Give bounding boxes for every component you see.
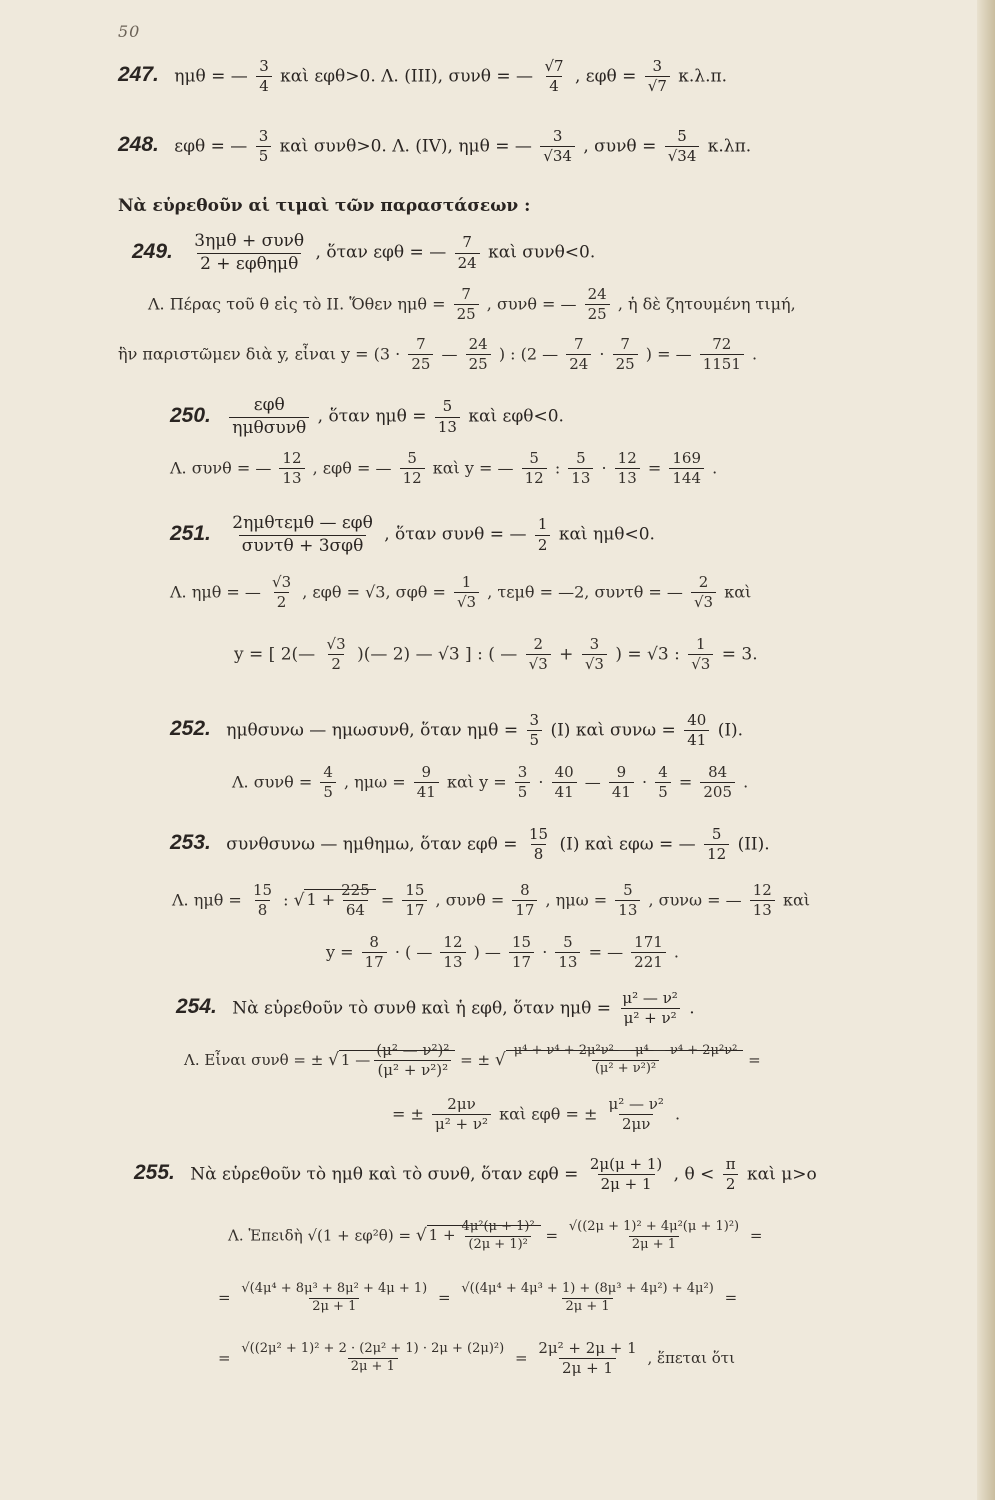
problem-247: 247. ημθ = — $\frac{3}{4}$ καὶ εφθ>0. Λ. (III), συνθ = — $\frac{√7}{4}$ , εφθ = $\frac{3}{√7}$ κ.λ.π. [118,57,728,96]
answer-255-line3: = $\frac{\text{√((2μ² + 1)² + 2 · (2μ² + 1) · 2μ + (2μ)²)}}{2\mu + 1}$ = $\frac{\text{2μ² + 2μ + 1}}{2\mu + 1}$ , ἕπεται ὅτι [218,1339,735,1378]
problem-254: 254. Νὰ εὑρεθοῦν τὸ συνθ καὶ ἡ εφθ, ὅταν ημθ = $\frac{\text{μ² — ν²}}{\text{μ² + ν²}}$ . [176,989,695,1028]
problem-number: 250. [170,403,211,427]
fraction: $\frac{3}{4}$ [256,58,272,96]
problem-number: 253. [170,831,211,855]
problem-number: 251. [170,521,211,545]
answer-254-line1: Λ. Εἶναι συνθ = ± √ 1 — $\frac{\text{(μ² — ν²)²}}{\text{(μ² + ν²)²}}$ = ± √ $\frac{\text{μ⁴ + ν⁴ + 2μ²ν² — μ⁴ — ν⁴ + 2μ²ν²}}{\text{(μ² + ν²)²}}$ = [184,1041,761,1080]
answer-251-line2: y = [ 2(— $\frac{√3}{2}$ )(— 2) — √3 ] : ( — $\frac{2}{√3}$ + $\frac{3}{√3}$ ) = √3 : $\frac{1}{√3}$ = 3. [234,635,758,674]
answer-249-line1: Λ. Πέρας τοῦ θ εἰς τὸ II. Ὅθεν ημθ = $\frac{7}{25}$ , συνθ = — $\frac{24}{25}$ , ἡ δὲ ζητουμένη τιμή, [148,285,796,324]
problem-253: 253. συνθσυνω — ημθημω, ὅταν εφθ = $\frac{15}{8}$ (I) καὶ εφω = — $\frac{5}{12}$ (II). [170,825,770,864]
fraction: $\frac{5}{13}$ [435,398,460,436]
answer-250: Λ. συνθ = — $\frac{12}{13}$ , εφθ = — $\frac{5}{12}$ καὶ y = — $\frac{5}{12}$ : $\frac{5}{13}$ · $\frac{12}{13}$ = $\frac{169}{144}$ . [170,449,718,488]
fraction: $\frac{\text{2ημθτεμθ — εφθ}}{\text{συντθ + 3σφθ}}$ [232,513,373,556]
problem-number: 249. [132,239,173,263]
page-edge [977,0,995,1500]
answer-253-line1: Λ. ημθ = $\frac{15}{8}$ : √ 1 + $\frac{225}{64}$ = $\frac{15}{17}$ , συνθ = $\frac{8}{17}$ , ημω = $\frac{5}{13}$ , συνω = — $\frac{12}{13}$ καὶ [172,881,811,920]
problem-number: 248. [118,133,159,157]
answer-255-line2: = $\frac{\text{√(4μ⁴ + 8μ³ + 8μ² + 4μ + 1)}}{2\mu + 1}$ = $\frac{\text{√((4μ⁴ + 4μ³ + 1) + (8μ³ + 4μ²) + 4μ²)}}{2\mu + 1}$ = [218,1281,738,1314]
fraction: $\frac{1}{2}$ [535,516,551,554]
fraction: $\frac{5}{√34}$ [665,128,700,166]
section-heading: Νὰ εὑρεθοῦν αἱ τιμαὶ τῶν παραστάσεων : [118,196,531,216]
problem-252: 252. ημθσυνω — ημωσυνθ, ὅταν ημθ = $\frac{3}{5}$ (I) καὶ συνω = $\frac{40}{41}$ (I). [170,711,744,750]
page-number: 50 [118,22,141,41]
fraction: $\frac{\pi}{2}$ [723,1156,739,1194]
problem-255: 255. Νὰ εὑρεθοῦν τὸ ημθ καὶ τὸ συνθ, ὅταν εφθ = $\frac{2\mu(\mu + 1)}{2\mu + 1}$ , θ < $\frac{\pi}{2}$ καὶ μ>o [134,1155,817,1194]
answer-255-line1: Λ. Ἐπειδὴ √(1 + εφ²θ) = √ 1 + $\frac{\text{4μ²(μ + 1)²}}{\text{(2μ + 1)²}}$ = $\frac{\text{√((2μ + 1)² + 4μ²(μ + 1)²)}}{2\mu + 1}$ = [228,1219,763,1252]
problem-number: 254. [176,995,217,1019]
fraction: $\frac{3}{√7}$ [645,58,670,96]
fraction: $\frac{3}{5}$ [527,712,543,750]
answer-254-line2: = ± $\frac{2\mu\nu}{\text{μ² + ν²}}$ καὶ εφθ = ± $\frac{\text{μ² — ν²}}{2\mu\nu}$ . [392,1095,681,1134]
fraction: $\frac{2\mu(\mu + 1)}{2\mu + 1}$ [589,1155,663,1194]
fraction: $\frac{5}{12}$ [704,826,729,864]
answer-249-line2: ἣν παριστῶμεν διὰ y, εἶναι y = (3 · $\frac{7}{25}$ — $\frac{24}{25}$ ) : (2 — $\frac{7}{24}$ · $\frac{7}{25}$ ) = — $\frac{72}{1151}$ . [118,335,758,374]
fraction: $\frac{3}{√34}$ [540,128,575,166]
fraction: $\frac{7}{24}$ [455,234,480,272]
fraction: $\frac{\text{μ² — ν²}}{\text{μ² + ν²}}$ [622,989,678,1028]
fraction: $\frac{40}{41}$ [684,712,709,750]
problem-number: 252. [170,717,211,741]
fraction: $\frac{\text{εφθ}}{\text{ημθσυνθ}}$ [229,396,309,438]
problem-number: 255. [134,1161,175,1185]
answer-251-line1: Λ. ημθ = — $\frac{√3}{2}$ , εφθ = √3, σφθ = $\frac{1}{√3}$ , τεμθ = —2, συντθ = — $\frac{2}{√3}$ καὶ [170,573,752,612]
problem-249: 249. $\frac{\text{3ημθ + συνθ}}{\text{2 + εφθημθ}}$ , ὅταν εφθ = — $\frac{7}{24}$ καὶ συνθ<0. [132,231,596,274]
answer-252: Λ. συνθ = $\frac{4}{5}$ , ημω = $\frac{9}{41}$ καὶ y = $\frac{3}{5}$ · $\frac{40}{41}$ — $\frac{9}{41}$ · $\frac{4}{5}$ = $\frac{84}{205}$ . [232,763,749,802]
fraction: $\frac{√7}{4}$ [544,57,564,96]
problem-251: 251. $\frac{\text{2ημθτεμθ — εφθ}}{\text{συντθ + 3σφθ}}$ , ὅταν συνθ = — $\frac{1}{2}$ καὶ ημθ<0. [170,513,655,556]
fraction: $\frac{\text{3ημθ + συνθ}}{\text{2 + εφθημθ}}$ [194,231,305,274]
answer-253-line2: y = $\frac{8}{17}$ · ( — $\frac{12}{13}$ ) — $\frac{15}{17}$ · $\frac{5}{13}$ = — $\frac{171}{221}$ . [326,933,679,972]
problem-248: 248. εφθ = — $\frac{3}{5}$ καὶ συνθ>0. Λ. (IV), ημθ = — $\frac{3}{√34}$ , συνθ = $\frac{5}{√34}$ κ.λπ. [118,127,752,166]
fraction: $\frac{3}{5}$ [256,128,272,166]
problem-number: 247. [118,63,159,87]
fraction: $\frac{15}{8}$ [528,825,549,864]
problem-250: 250. $\frac{\text{εφθ}}{\text{ημθσυνθ}}$ , ὅταν ημθ = $\frac{5}{13}$ καὶ εφθ<0. [170,395,564,438]
